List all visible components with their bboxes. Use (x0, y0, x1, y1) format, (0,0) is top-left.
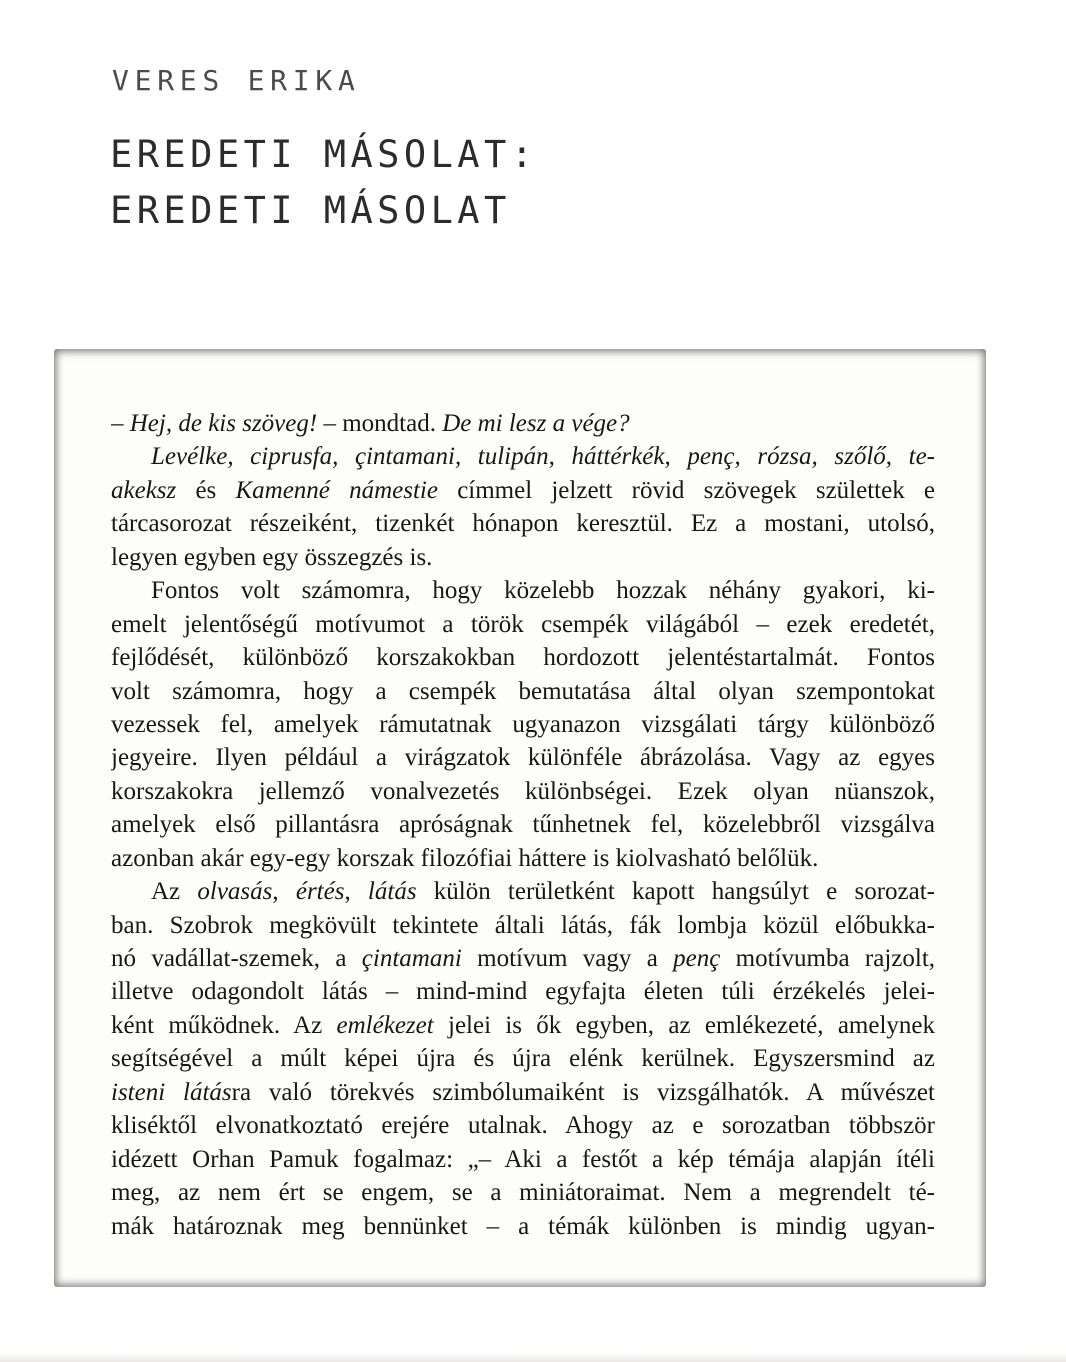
text-run: korszakokra jellemző vonalvezetés különbségei. Ezek olyan nüanszok, (111, 777, 935, 805)
text-run: címmel jelzett rövid szövegek születtek e (437, 476, 935, 504)
italic-text-run: olvasás (197, 878, 273, 906)
text-run: idézett Orhan Pamuk fogalmaz: „– Aki a festőt a kép témája alapján ítéli (111, 1145, 935, 1173)
text-run: segítségével a múlt képei újra és újra elénk kerülnek. Egyszersmind az (111, 1045, 935, 1073)
text-run: külön területként kapott hangsúlyt e sorozat- (416, 878, 935, 906)
text-run: kliséktől elvonatkoztató erejére utalnak. Ahogy az e sorozatban többször (111, 1112, 935, 1140)
text-line (111, 1009, 935, 1042)
text-run: fejlődését, különböző korszakokban hordozott jelentéstartalmát. Fontos (111, 644, 935, 672)
italic-text-run: çintamani (361, 945, 462, 972)
italic-text-run: isteni látás (111, 1078, 232, 1106)
scanned-page (54, 349, 986, 1287)
italic-text-run: értés (295, 878, 345, 906)
text-line (111, 1076, 935, 1109)
italic-text-run: penç (673, 945, 721, 972)
text-run: , (272, 878, 296, 906)
italic-text-run: – Hej, de kis szöveg! (111, 410, 318, 437)
text-run: ra való törekvés szimbólumaiként is vizsgálhatók. A művészet (231, 1078, 935, 1106)
next-page-edge (0, 1353, 1066, 1362)
text-run: emelt jelentőségű motívumot a török csempék világából – ezek eredetét, (111, 610, 935, 638)
italic-text-run: emlékezet (336, 1011, 434, 1039)
italic-text-run: akeksz (111, 476, 177, 504)
text-line (111, 808, 935, 841)
text-line (111, 708, 935, 741)
text-line (111, 507, 935, 540)
text-line (111, 541, 935, 574)
text-run: , (344, 878, 368, 906)
text-run: nó vadállat-szemek, a (111, 945, 362, 972)
italic-text-run: látás (367, 878, 417, 906)
text-line (111, 842, 935, 875)
text-line (111, 608, 935, 641)
text-run: mák határoznak meg bennünket – a témák különben is mindig ugyan- (111, 1212, 935, 1240)
text-line (111, 1176, 935, 1209)
italic-text-run: De mi lesz a vége? (442, 410, 630, 437)
text-run: amelyek első pillantásra apróságnak tűnhetnek fel, közelebbről vizsgálva (111, 811, 935, 839)
text-run: motívum vagy a (461, 945, 674, 972)
text-line (111, 1109, 935, 1142)
text-run: legyen egyben egy összegzés is. (111, 543, 433, 571)
text-run: ban. Szobrok megkövült tekintete általi látás, fák lombja közül előbukka- (111, 911, 935, 939)
text-line (111, 1210, 935, 1243)
text-run: motívumba rajzolt, (720, 945, 935, 972)
text-run: és (176, 476, 236, 504)
text-run: illetve odagondolt látás – mind-mind egyfajta életen túli érzékelés jelei- (111, 978, 935, 1006)
italic-text-run: Levélke, ciprusfa, çintamani, tulipán, háttérkék, penç, rózsa, szőlő, te- (151, 443, 935, 471)
text-run: azonban akár egy-egy korszak filozófiai háttere is kiolvasható belőlük. (111, 844, 819, 872)
text-run: Fontos volt számomra, hogy közelebb hozzak néhány gyakori, ki- (151, 577, 935, 605)
text-run: jelei is ők egyben, az emlékezeté, amelynek (433, 1011, 935, 1039)
text-line (111, 775, 935, 808)
text-run: jegyeire. Ilyen például a virágzatok különféle ábrázolása. Vagy az egyes (111, 744, 935, 772)
text-line (111, 875, 935, 908)
text-line (111, 574, 935, 607)
text-line (111, 407, 935, 440)
author-name: VERES ERIKA (112, 64, 361, 97)
text-line (111, 909, 935, 942)
text-line (111, 1042, 935, 1075)
text-line (111, 675, 935, 708)
text-line (111, 641, 935, 674)
page-title-line-2: EREDETI MÁSOLAT (110, 189, 511, 232)
page-title-line-1: EREDETI MÁSOLAT: (110, 133, 538, 176)
text-run: vezessek fel, amelyek rámutatnak ugyanazon vizsgálati tárgy különböző (111, 710, 935, 738)
text-run: volt számomra, hogy a csempék bemutatása által olyan szempontokat (111, 677, 935, 705)
text-line (111, 1143, 935, 1176)
italic-text-run: Kamenné námestie (235, 476, 438, 504)
text-line (111, 474, 935, 507)
text-run: meg, az nem ért se engem, se a miniátoraimat. Nem a megrendelt té- (111, 1179, 935, 1207)
page-title (110, 127, 537, 239)
text-line (111, 975, 935, 1008)
text-run: Az (151, 878, 198, 906)
text-run: ként működnek. Az (111, 1011, 337, 1039)
text-line (111, 440, 935, 473)
text-run: – mondtad. (317, 410, 443, 437)
text-run: tárcasorozat részeiként, tizenkét hónapon keresztül. Ez a mostani, utolsó, (111, 510, 935, 538)
text-line (111, 741, 935, 774)
article-text (111, 407, 935, 1243)
text-line (111, 942, 935, 975)
